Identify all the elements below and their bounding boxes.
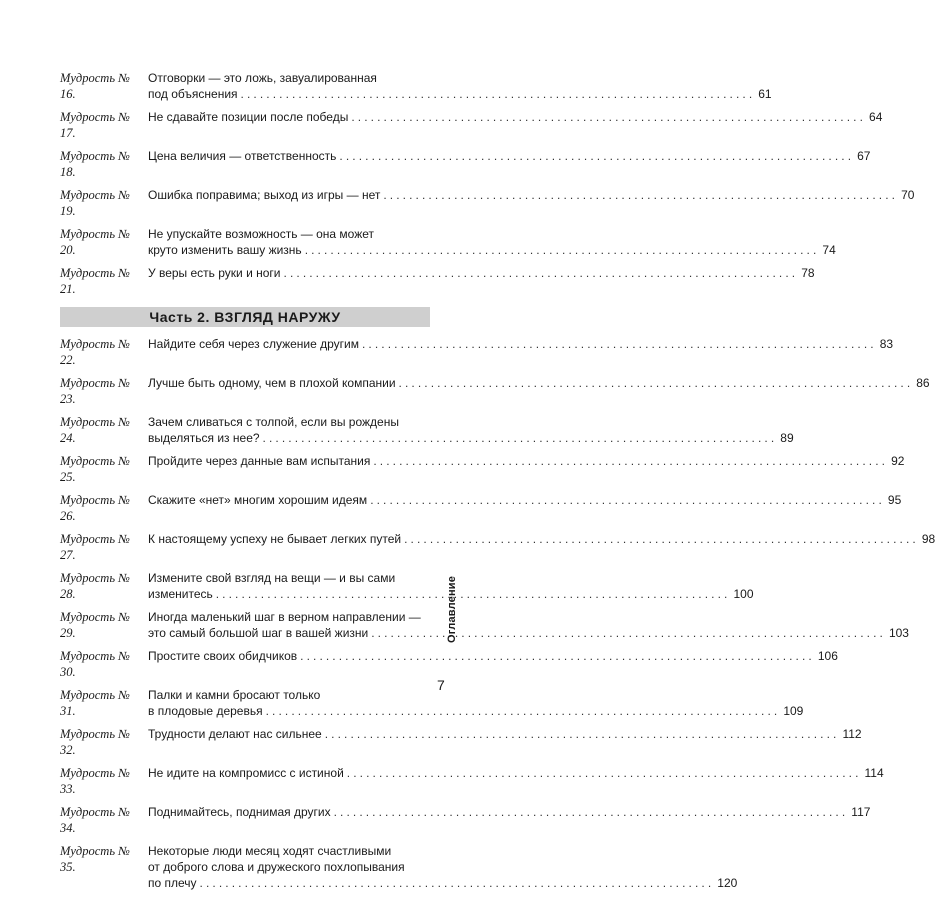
toc-entry-body <box>148 414 794 446</box>
toc-entry-line: от доброго слова и дружеского похлопывания <box>148 860 405 874</box>
toc-entry <box>60 453 905 485</box>
toc-entry-page: 92 <box>891 454 905 468</box>
toc-entry-line: Зачем сливаться с толпой, если вы рождены <box>148 415 399 429</box>
toc-entry-title: изменитесь <box>148 587 213 601</box>
toc-entry-page: 95 <box>887 493 902 507</box>
toc-entry-label: Мудрость № 24. <box>60 415 130 445</box>
dot-leader: ................................................................................ <box>262 431 778 445</box>
toc-entry-title: К настоящему успеху не бывает легких путей <box>148 532 402 546</box>
toc-entry-label: Мудрость № 32. <box>60 727 130 757</box>
toc-entry <box>60 226 836 258</box>
dot-leader: ................................................................................ <box>333 805 849 819</box>
toc-entry-last-line <box>148 265 815 281</box>
toc-entry-last-line <box>148 430 794 446</box>
toc-entry-label: Мудрость № 16. <box>60 71 130 101</box>
dot-leader: ................................................................................ <box>373 454 889 468</box>
toc-entry-last-line <box>148 336 894 352</box>
toc-entry-label: Мудрость № 30. <box>60 649 130 679</box>
toc-entry-label: Мудрость № 26. <box>60 493 130 523</box>
toc-entry-page: 117 <box>851 805 871 819</box>
toc-entry <box>60 804 871 836</box>
dot-leader: ................................................................................ <box>404 532 919 546</box>
toc-entry-page: 86 <box>916 376 930 390</box>
toc-entry-line: Иногда маленький шаг в верном направлении — <box>148 610 421 624</box>
toc-entry-title: выделяться из нее? <box>148 431 260 445</box>
toc-entry <box>60 570 754 602</box>
toc-entry-body <box>148 531 935 563</box>
toc-entry-body <box>148 687 804 719</box>
toc-entry-body <box>148 492 902 524</box>
toc-entry-label: Мудрость № 21. <box>60 266 130 296</box>
toc-entry-last-line <box>148 648 838 664</box>
toc-entry-title: Поднимайтесь, поднимая других <box>148 805 331 819</box>
dot-leader: ................................................................................ <box>371 626 886 640</box>
dot-leader: ................................................................................ <box>362 337 877 351</box>
toc-entry-page: 120 <box>717 876 738 890</box>
toc-entry-title: У веры есть руки и ноги <box>148 266 281 280</box>
toc-list-top <box>60 70 915 297</box>
toc-entry-title: Не сдавайте позиции после победы <box>148 110 349 124</box>
toc-entry-title: Пройдите через данные вам испытания <box>148 454 371 468</box>
toc-entry-label: Мудрость № 17. <box>60 110 130 140</box>
toc-entry-title: Ошибка поправима; выход из игры — нет <box>148 188 381 202</box>
toc-entry-body <box>148 726 862 758</box>
dot-leader: ................................................................................ <box>215 587 731 601</box>
toc-entry-label: Мудрость № 28. <box>60 571 130 601</box>
toc-entry <box>60 148 871 180</box>
toc-entry-line: Измените свой взгляд на вещи — и вы сами <box>148 571 396 585</box>
toc-entry-body <box>148 570 754 602</box>
toc-entry <box>60 336 894 368</box>
toc-entry-label: Мудрость № 31. <box>60 688 130 718</box>
toc-entry-last-line <box>148 453 905 469</box>
dot-leader: ................................................................................ <box>351 110 867 124</box>
toc-entry-last-line <box>148 148 871 164</box>
toc-entry-body <box>148 187 915 219</box>
toc-entry-label: Мудрость № 19. <box>60 188 130 218</box>
toc-entry-page: 74 <box>822 243 836 257</box>
toc-entry-title: Простите своих обидчиков <box>148 649 298 663</box>
toc-entry-title: Лучше быть одному, чем в плохой компании <box>148 376 396 390</box>
toc-entry-body <box>148 375 930 407</box>
toc-entry-last-line <box>148 375 930 391</box>
toc-entry <box>60 187 915 219</box>
toc-entry-page: 100 <box>733 587 754 601</box>
toc-entry <box>60 609 909 641</box>
toc-entry <box>60 765 884 797</box>
dot-leader: ................................................................................ <box>383 188 899 202</box>
toc-entry-label: Мудрость № 18. <box>60 149 130 179</box>
toc-entry-page: 109 <box>783 704 804 718</box>
toc-entry-title: Трудности делают нас сильнее <box>148 727 322 741</box>
toc-entry-title: в плодовые деревья <box>148 704 263 718</box>
toc-entry-body <box>148 109 883 141</box>
dot-leader: ................................................................................ <box>265 704 781 718</box>
toc-entry-page: 112 <box>842 727 862 741</box>
toc-entry <box>60 265 815 297</box>
toc-entry-last-line <box>148 625 909 641</box>
toc-entry-body <box>148 765 884 797</box>
toc-entry-last-line <box>148 187 915 203</box>
toc-entry-last-line <box>148 242 836 258</box>
toc-entry <box>60 70 772 102</box>
toc-entry-title: Найдите себя через служение другим <box>148 337 359 351</box>
dot-leader: ................................................................................ <box>398 376 914 390</box>
toc-entry <box>60 843 738 891</box>
toc-entry-label: Мудрость № 20. <box>60 227 130 257</box>
toc-entry-body <box>148 609 909 641</box>
toc-entry-page: 61 <box>758 87 772 101</box>
toc-entry-title: Не идите на компромисс с истиной <box>148 766 344 780</box>
toc-entry <box>60 375 930 407</box>
toc-entry-body <box>148 336 894 368</box>
toc-entry-page: 106 <box>817 649 838 663</box>
toc-entry-label: Мудрость № 29. <box>60 610 130 640</box>
toc-entry-last-line <box>148 703 804 719</box>
toc-entry-body <box>148 648 838 680</box>
dot-leader: ................................................................................ <box>199 876 715 890</box>
toc-entry <box>60 687 804 719</box>
dot-leader: ................................................................................ <box>346 766 862 780</box>
toc-entry-last-line <box>148 804 871 820</box>
toc-entry-title: Скажите «нет» многим хорошим идеям <box>148 493 368 507</box>
toc-entry-body <box>148 148 871 180</box>
toc-entry-line: Палки и камни бросают только <box>148 688 321 702</box>
toc-entry-last-line <box>148 586 754 602</box>
toc-entry-title: это самый большой шаг в вашей жизни <box>148 626 369 640</box>
toc-entry <box>60 414 794 446</box>
toc-entry-body <box>148 265 815 297</box>
toc-entry-label: Мудрость № 25. <box>60 454 130 484</box>
toc-entry-page: 98 <box>921 532 935 546</box>
toc-entry-label: Мудрость № 34. <box>60 805 130 835</box>
dot-leader: ................................................................................ <box>240 87 756 101</box>
toc-entry-last-line <box>148 492 902 508</box>
toc-entry <box>60 109 883 141</box>
toc-entry-title: круто изменить вашу жизнь <box>148 243 302 257</box>
toc-entry-label: Мудрость № 33. <box>60 766 130 796</box>
toc-entry-page: 114 <box>864 766 884 780</box>
toc-entry-title: под объяснения <box>148 87 238 101</box>
toc-entry-label: Мудрость № 23. <box>60 376 130 406</box>
toc-entry-line: Отговорки — это ложь, завуалированная <box>148 71 377 85</box>
toc-entry-last-line <box>148 875 738 891</box>
toc-entry-last-line <box>148 726 862 742</box>
toc-entry-label: Мудрость № 35. <box>60 844 130 874</box>
dot-leader: ................................................................................ <box>283 266 799 280</box>
toc-entry-body <box>148 70 772 102</box>
toc-entry-page: 89 <box>780 431 794 445</box>
toc-entry-body <box>148 453 905 485</box>
toc-entry-label: Мудрость № 27. <box>60 532 130 562</box>
toc-entry-label: Мудрость № 22. <box>60 337 130 367</box>
toc-entry-body <box>148 226 836 258</box>
toc-entry-page: 78 <box>801 266 815 280</box>
dot-leader: ................................................................................ <box>370 493 885 507</box>
toc-entry <box>60 492 902 524</box>
toc-entry-last-line <box>148 109 883 125</box>
toc-entry-last-line <box>148 765 884 781</box>
toc-entry-page: 70 <box>901 188 915 202</box>
side-section-label: Оглавление <box>446 575 458 643</box>
toc-entry-last-line <box>148 531 935 547</box>
toc-entry-body <box>148 843 738 891</box>
toc-entry <box>60 531 935 563</box>
toc-entry-body <box>148 804 871 836</box>
toc-entry-page: 83 <box>879 337 894 351</box>
toc-entry <box>60 726 862 758</box>
dot-leader: ................................................................................ <box>304 243 820 257</box>
toc-entry-page: 103 <box>888 626 909 640</box>
dot-leader: ................................................................................ <box>339 149 855 163</box>
part-heading: Часть 2. ВЗГЛЯД НАРУЖУ <box>60 307 430 327</box>
toc-entry-title: по плечу <box>148 876 197 890</box>
toc-entry-page: 67 <box>857 149 871 163</box>
toc-entry-line: Некоторые люди месяц ходят счастливыми <box>148 844 392 858</box>
toc-entry <box>60 648 838 680</box>
dot-leader: ................................................................................ <box>300 649 815 663</box>
page-number: 7 <box>437 677 445 693</box>
dot-leader: ................................................................................ <box>324 727 840 741</box>
toc-entry-title: Цена величия — ответственность <box>148 149 337 163</box>
toc-entry-last-line <box>148 86 772 102</box>
toc-entry-line: Не упускайте возможность — она может <box>148 227 375 241</box>
toc-entry-page: 64 <box>869 110 883 124</box>
